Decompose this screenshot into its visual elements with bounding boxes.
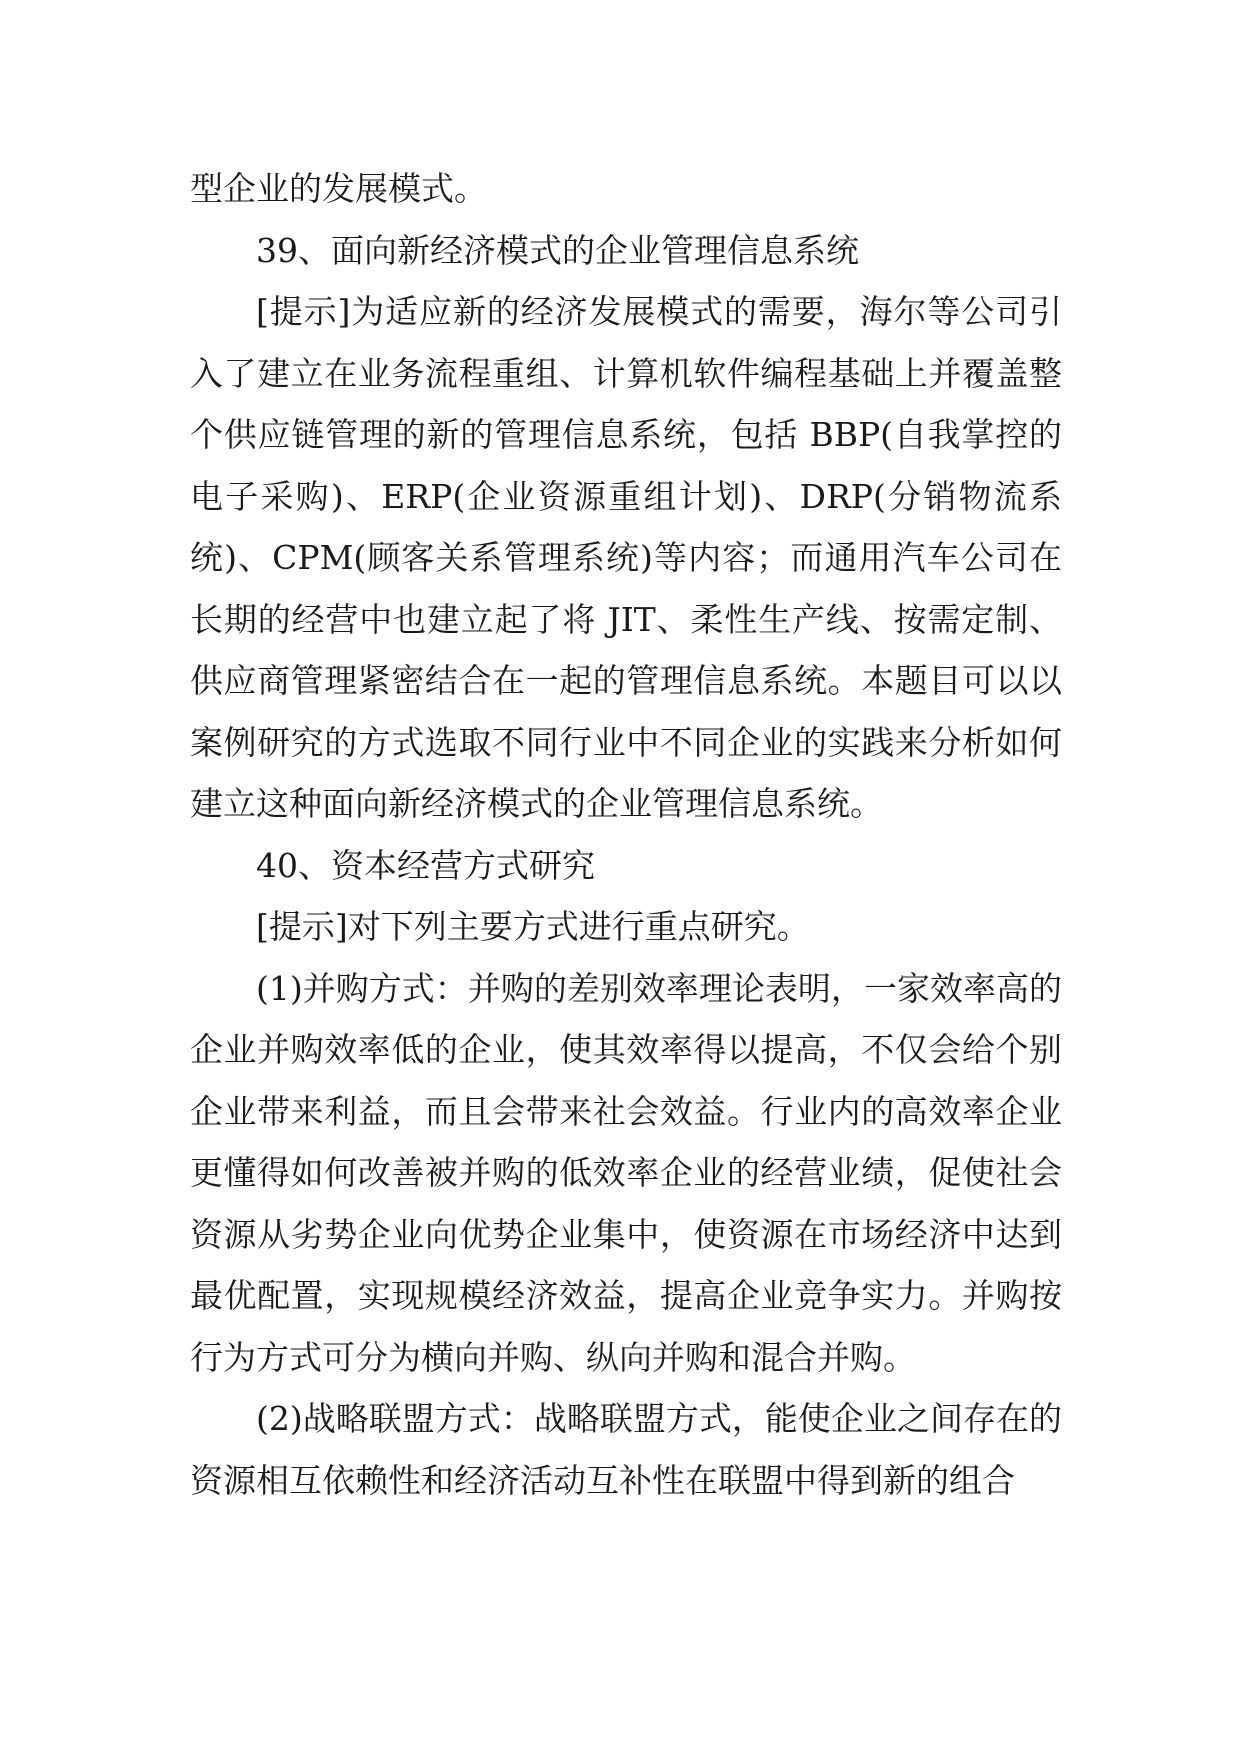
paragraph-item-1: (1)并购方式：并购的差别效率理论表明，一家效率高的企业并购效率低的企业，使其效率得以提高，不仅会给个别企业带来利益，而且会带来社会效益。行业内的高效率企业更懂得如何改善被并购的低效率企业的经营业绩，促使社会资源从劣势企业向优势企业集中，使资源在市场经济中达到最优配置，实现规模经济效益，提高企业竞争实力。并购按行为方式可分为横向并购、纵向并购和混合并购。	[190, 968, 1062, 1377]
paragraph-hint-40: [提示]对下列主要方式进行重点研究。	[256, 907, 810, 946]
heading-40: 40、资本经营方式研究	[256, 845, 595, 885]
heading-39: 39、面向新经济模式的企业管理信息系统	[256, 230, 859, 270]
paragraph-continuation: 型企业的发展模式。	[190, 169, 487, 208]
paragraph-hint-39: [提示]为适应新的经济发展模式的需要，海尔等公司引入了建立在业务流程重组、计算机软件编程基础上并覆盖整个供应链管理的新的管理信息系统，包括 BBP(自我掌控的电子采购)、ERP(企业资源重组计划)、DRP(分销物流系统)、CPM(顾客关系管理系统)等内容；而通用汽车公司在长期的经营中也建立起了将 JIT、柔性生产线、按需定制、供应商管理紧密结合在一起的管理信息系统。本题目可以以案例研究的方式选取不同行业中不同企业的实践来分析如何建立这种面向新经济模式的企业管理信息系统。	[190, 292, 1062, 823]
paragraph-item-2: (2)战略联盟方式：战略联盟方式，能使企业之间存在的资源相互依赖性和经济活动互补性在联盟中得到新的组合	[190, 1399, 1062, 1500]
document-body	[190, 158, 1062, 1511]
